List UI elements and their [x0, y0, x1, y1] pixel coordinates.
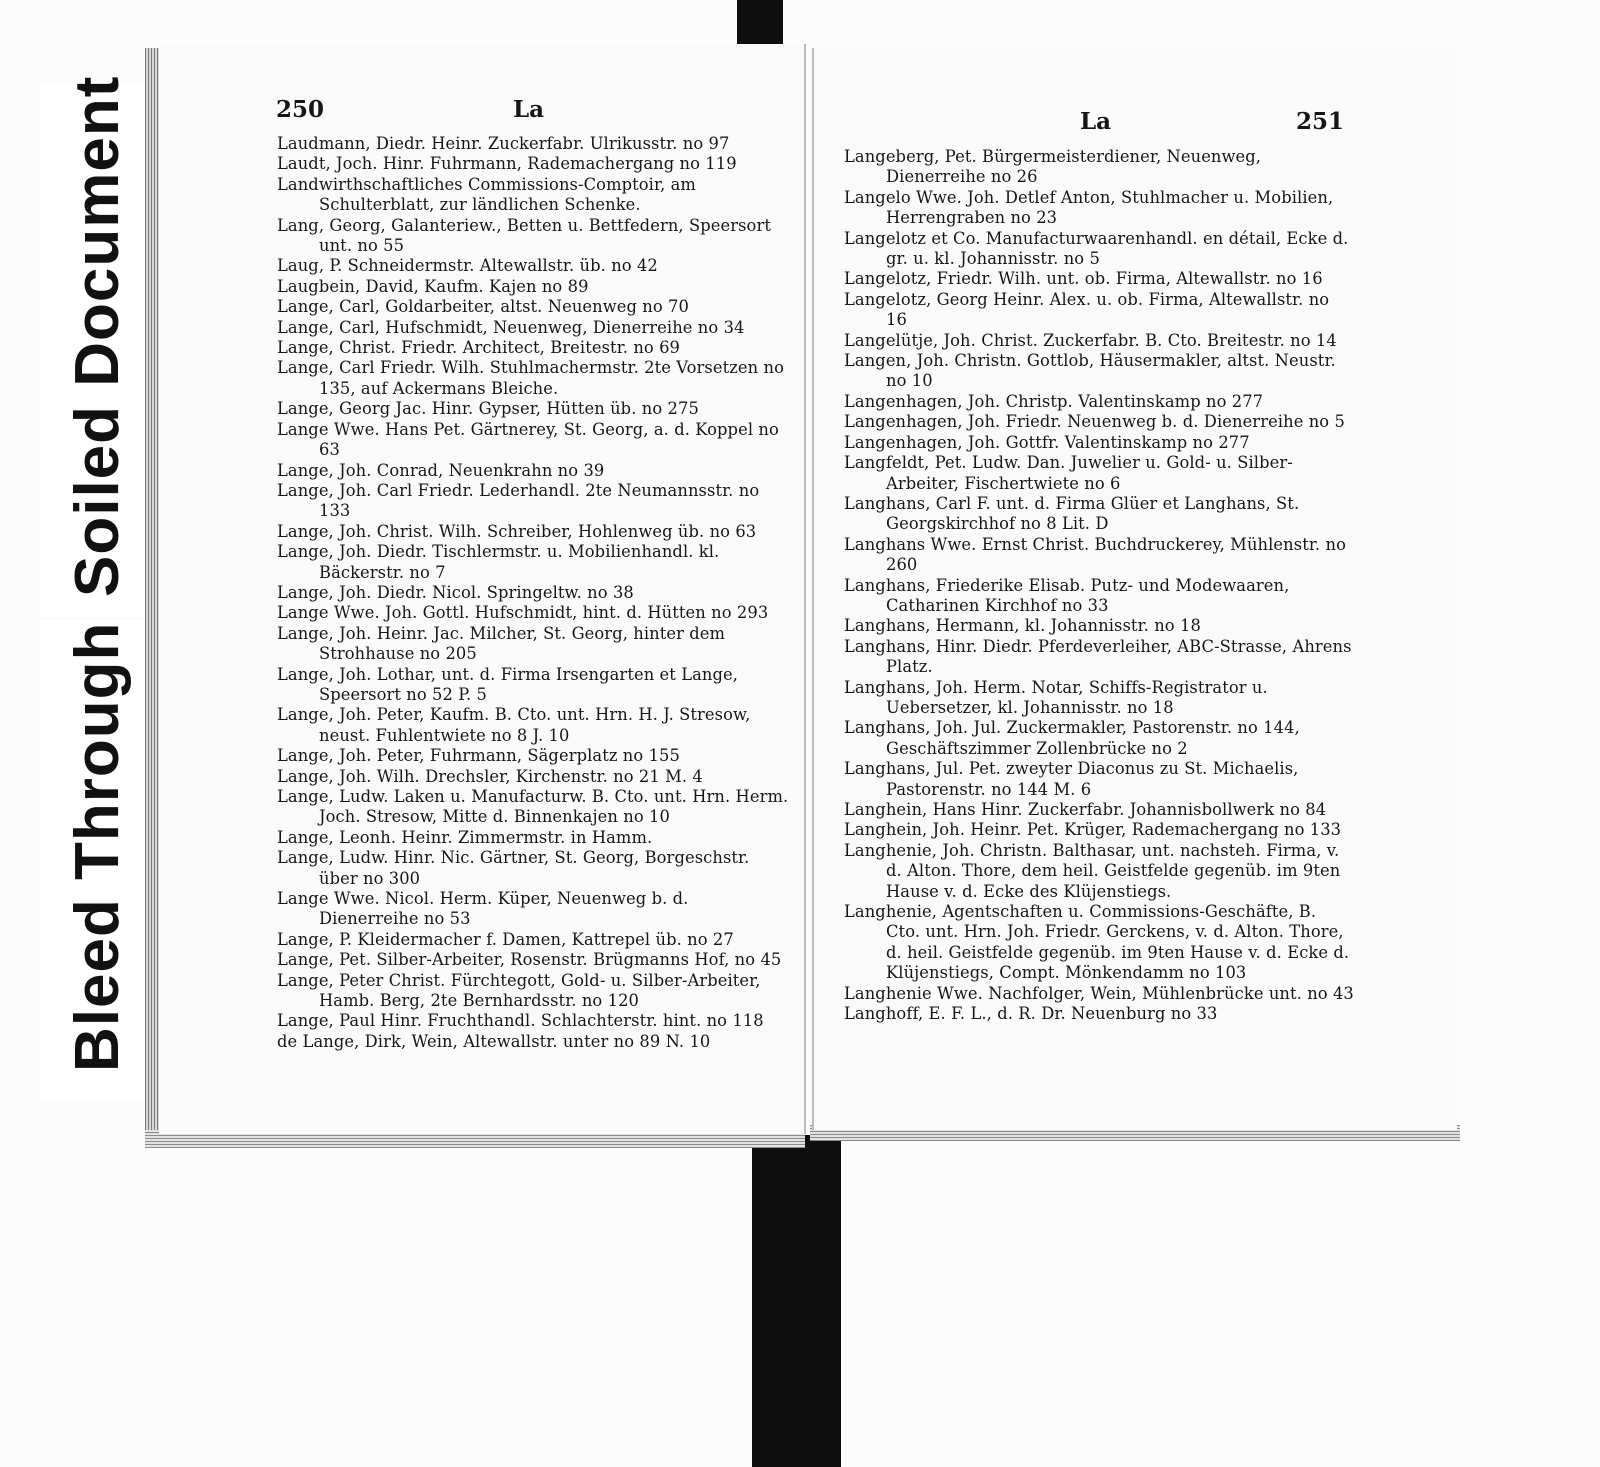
directory-entry: Lange, Pet. Silber-Arbeiter, Rosenstr. Brügmanns Hof, no 45	[277, 950, 782, 970]
left-page-number: 250	[276, 96, 325, 123]
spine-bottom	[752, 1135, 841, 1467]
directory-entry: Langhans, Jul. Pet. zweyter Diaconus zu St. Michaelis, Pastorenstr. no 144 M. 6	[844, 759, 1299, 799]
directory-entry: Lange Wwe. Nicol. Herm. Küper, Neuenweg b. d. Dienerreihe no 53	[277, 889, 689, 929]
directory-entry: Lange, Christ. Friedr. Architect, Breitestr. no 69	[277, 338, 681, 358]
directory-entry: Langelotz, Friedr. Wilh. unt. ob. Firma, Altewallstr. no 16	[844, 269, 1323, 289]
left-page	[159, 44, 806, 1134]
directory-entry: Langhenie, Joh. Christn. Balthasar, unt. nachsteh. Firma, v. d. Alton. Thore, dem heil. Geistfelde gegenüb. im 9ten Hause v. d. Ecke des Klüjenstiegs.	[844, 840, 1341, 901]
directory-entry: Lange, Joh. Diedr. Nicol. Springeltw. no 38	[277, 582, 634, 602]
directory-entry: Langhans, Joh. Jul. Zuckermakler, Pastorenstr. no 144, Geschäftszimmer Zollenbrücke no 2	[844, 718, 1300, 758]
directory-entry: Laug, P. Schneidermstr. Altewallstr. üb. no 42	[277, 256, 658, 276]
directory-entry: Lange Wwe. Hans Pet. Gärtnerey, St. Georg, a. d. Koppel no 63	[277, 419, 779, 460]
bleed-stamp-box	[40, 620, 152, 1098]
directory-entry: Lange, Ludw. Laken u. Manufacturw. B. Cto. unt. Hrn. Herm. Joch. Stresow, Mitte d. Binnenkajen no 10	[277, 787, 789, 827]
spine-top	[737, 0, 783, 47]
directory-entry: Lange, P. Kleidermacher f. Damen, Kattrepel üb. no 27	[277, 929, 734, 949]
directory-entry: Lange, Joh. Carl Friedr. Lederhandl. 2te Neumannsstr. no 133	[277, 480, 760, 521]
directory-entry: Langeberg, Pet. Bürgermeisterdiener, Neuenweg, Dienerreihe no 26	[844, 147, 1262, 187]
directory-entry: Langhans, Hermann, kl. Johannisstr. no 18	[844, 616, 1201, 636]
directory-entry: Langhenie, Agentschaften u. Commissions-Geschäfte, B. Cto. unt. Hrn. Joh. Friedr. Gerckens, v. d. Alton. Thore, d. heil. Geistfelde gegenüb. im 9ten Hause v. d. Ecke d. Klüjenstiegs, Compt. Mönkendamm no 103	[844, 902, 1350, 983]
directory-entry: Lange, Carl, Hufschmidt, Neuenweg, Dienerreihe no 34	[277, 317, 745, 337]
directory-entry: Lange, Carl, Goldarbeiter, altst. Neuenweg no 70	[277, 297, 689, 317]
directory-entry: Landwirthschaftliches Commissions-Comptoir, am Schulterblatt, zur ländlichen Schenke.	[277, 174, 696, 215]
directory-entry: Langhans, Friederike Elisab. Putz- und Modewaaren, Catharinen Kirchhof no 33	[844, 575, 1290, 615]
directory-entry: Lange, Georg Jac. Hinr. Gypser, Hütten üb. no 275	[277, 399, 699, 419]
directory-entry: Langhans, Joh. Herm. Notar, Schiffs-Registrator u. Uebersetzer, kl. Johannisstr. no 18	[844, 677, 1268, 717]
directory-entry: Lange, Ludw. Hinr. Nic. Gärtner, St. Georg, Borgeschstr. über no 300	[277, 848, 750, 888]
directory-entry: Lange, Carl Friedr. Wilh. Stuhlmachermstr. 2te Vorsetzen no 135, auf Ackermans Bleiche.	[277, 358, 785, 398]
left-entry-list	[277, 134, 792, 1052]
directory-entry: Langhans Wwe. Ernst Christ. Buchdruckerey, Mühlenstr. no 260	[844, 534, 1346, 575]
bleed-through-stamp: Bleed Through	[63, 621, 132, 1072]
directory-entry: Lange, Joh. Peter, Fuhrmann, Sägerplatz no 155	[277, 746, 680, 766]
right-entry-list	[844, 147, 1354, 1024]
directory-entry: Lange, Joh. Peter, Kaufm. B. Cto. unt. Hrn. H. J. Stresow, neust. Fuhlentwiete no 8 J. 10	[277, 705, 751, 745]
directory-entry: Langelütje, Joh. Christ. Zuckerfabr. B. Cto. Breitestr. no 14	[844, 330, 1337, 350]
directory-entry: Lange, Joh. Conrad, Neuenkrahn no 39	[277, 460, 605, 480]
directory-entry: Laudmann, Diedr. Heinr. Zuckerfabr. Ulrikusstr. no 97	[277, 134, 730, 153]
directory-entry: Langelotz, Georg Heinr. Alex. u. ob. Firma, Altewallstr. no 16	[844, 289, 1330, 330]
directory-entry: de Lange, Dirk, Wein, Altewallstr. unter no 89 N. 10	[277, 1031, 711, 1051]
right-page-heading: La	[1080, 108, 1112, 135]
directory-entry: Lange, Joh. Heinr. Jac. Milcher, St. Georg, hinter dem Strohhause no 205	[277, 623, 726, 664]
left-page-edge	[145, 48, 159, 1148]
directory-entry: Langhenie Wwe. Nachfolger, Wein, Mühlenbrücke unt. no 43	[844, 983, 1354, 1003]
directory-entry: Langelotz et Co. Manufacturwaarenhandl. en détail, Ecke d. gr. u. kl. Johannisstr. no 5	[844, 228, 1349, 269]
right-page	[812, 48, 1457, 1130]
soiled-document-stamp: Soiled Document	[63, 75, 132, 597]
directory-entry: Langhoff, E. F. L., d. R. Dr. Neuenburg no 33	[844, 1004, 1218, 1024]
left-page-heading: La	[513, 96, 545, 123]
directory-entry: Lange, Leonh. Heinr. Zimmermstr. in Hamm.	[277, 827, 653, 847]
directory-entry: Lange, Joh. Diedr. Tischlermstr. u. Mobilienhandl. kl. Bäckerstr. no 7	[277, 542, 720, 582]
directory-entry: Lange, Paul Hinr. Fruchthandl. Schlachterstr. hint. no 118	[277, 1011, 764, 1031]
directory-entry: Langhein, Joh. Heinr. Pet. Krüger, Rademachergang no 133	[844, 820, 1342, 840]
directory-entry: Lange Wwe. Joh. Gottl. Hufschmidt, hint. d. Hütten no 293	[277, 603, 769, 623]
directory-entry: Lange, Joh. Lothar, unt. d. Firma Irsengarten et Lange, Speersort no 52 P. 5	[277, 664, 739, 704]
directory-entry: Langfeldt, Pet. Ludw. Dan. Juwelier u. Gold- u. Silber-Arbeiter, Fischertwiete no 6	[844, 453, 1293, 493]
directory-entry: Langelo Wwe. Joh. Detlef Anton, Stuhlmacher u. Mobilien, Herrengraben no 23	[844, 187, 1334, 228]
directory-entry: Lang, Georg, Galanteriew., Betten u. Bettfedern, Speersort unt. no 55	[277, 215, 771, 256]
directory-entry: Langhans, Carl F. unt. d. Firma Glüer et Langhans, St. Georgskirchhof no 8 Lit. D	[844, 493, 1300, 534]
directory-entry: Langenhagen, Joh. Friedr. Neuenweg b. d. Dienerreihe no 5	[844, 412, 1345, 432]
directory-entry: Lange, Joh. Wilh. Drechsler, Kirchenstr. no 21 M. 4	[277, 766, 703, 786]
directory-entry: Lange, Peter Christ. Fürchtegott, Gold- u. Silber-Arbeiter, Hamb. Berg, 2te Bernhardsstr. no 120	[277, 970, 761, 1011]
directory-entry: Langhein, Hans Hinr. Zuckerfabr. Johannisbollwerk no 84	[844, 800, 1327, 819]
directory-entry: Laugbein, David, Kaufm. Kajen no 89	[277, 276, 589, 296]
directory-entry: Langenhagen, Joh. Christp. Valentinskamp no 277	[844, 391, 1264, 411]
right-page-number: 251	[1296, 108, 1345, 135]
directory-entry: Langhans, Hinr. Diedr. Pferdeverleiher, ABC-Strasse, Ahrens Platz.	[844, 636, 1352, 677]
directory-entry: Laudt, Joch. Hinr. Fuhrmann, Rademachergang no 119	[277, 154, 737, 174]
directory-entry: Langenhagen, Joh. Gottfr. Valentinskamp no 277	[844, 432, 1250, 452]
directory-entry: Lange, Joh. Christ. Wilh. Schreiber, Hohlenweg üb. no 63	[277, 521, 757, 541]
directory-entry: Langen, Joh. Christn. Gottlob, Häusermakler, altst. Neustr. no 10	[844, 351, 1336, 391]
soiled-stamp-box	[40, 75, 152, 617]
